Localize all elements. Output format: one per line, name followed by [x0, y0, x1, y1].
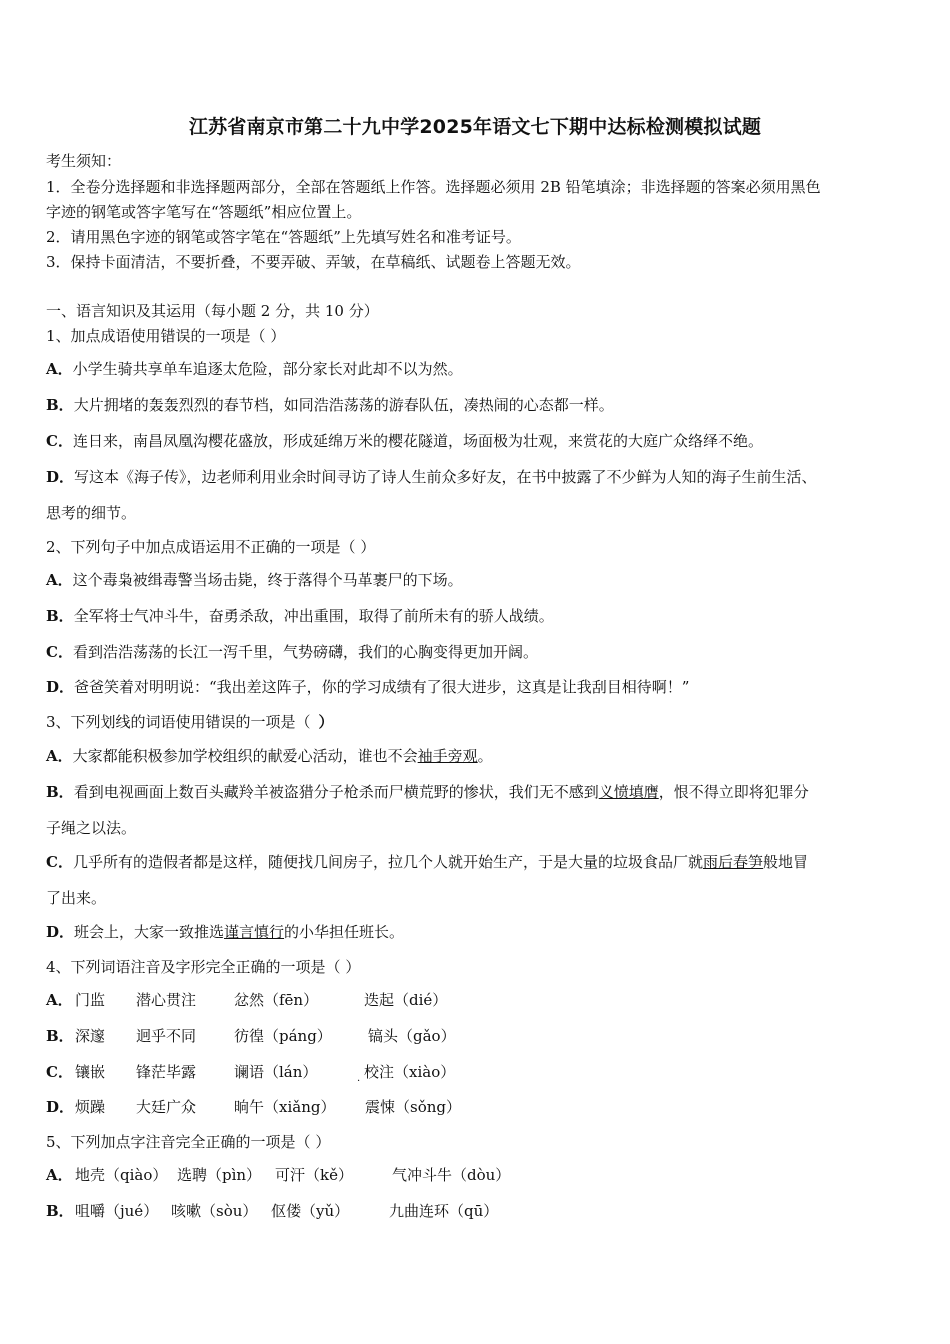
term: 震悚（sǒng） — [365, 1098, 461, 1116]
option-label: A． — [46, 991, 73, 1009]
question-3-option-a — [46, 746, 908, 766]
question-1-option-b — [46, 395, 908, 415]
term: 镐头（gǎo） — [368, 1027, 456, 1045]
question-1-option-c — [46, 431, 908, 451]
option-label: A． — [46, 360, 73, 378]
term: 锋茫毕露 — [136, 1063, 197, 1081]
term: 迭起（dié） — [364, 991, 448, 1009]
question-4-option-d — [46, 1097, 908, 1117]
option-label: B． — [46, 607, 74, 625]
option-label: B． — [46, 783, 74, 801]
option-text: 爸爸笑着对明明说：“我出差这阵子，你的学习成绩有了很大进步，这真是让我刮目相待啊！” — [74, 678, 690, 696]
notice-heading: 考生须知： — [46, 152, 122, 170]
stem-close: ） — [318, 713, 334, 731]
question-3-option-c — [46, 852, 908, 872]
question-2-option-d — [46, 677, 908, 697]
term: 地壳（qiào） — [75, 1166, 168, 1184]
question-1-option-d — [46, 467, 908, 487]
option-label: B． — [46, 1202, 74, 1220]
notice-item-1-line-2: 字迹的钢笔或答字笔写在“答题纸”相应位置上。 — [46, 203, 362, 221]
option-text: 全军将士气冲斗牛，奋勇杀敌，冲出重围，取得了前所未有的骄人战绩。 — [73, 607, 554, 625]
option-label: B． — [46, 1027, 74, 1045]
option-text: 大家都能积极参加学校组织的献爱心活动，谁也不会 — [72, 747, 418, 765]
option-label: C． — [46, 1063, 73, 1081]
question-4-option-a — [46, 990, 908, 1010]
term: 选聘（pìn） — [177, 1166, 262, 1184]
term: 可汗（kě） — [275, 1166, 353, 1184]
option-text: 小学生骑共享单车追逐太危险，部分家长对此却不以为然。 — [72, 360, 463, 378]
question-5-option-b — [46, 1201, 908, 1221]
option-label: D． — [46, 678, 75, 696]
question-3-option-c-line-2: 了出来。 — [46, 889, 107, 907]
term: 深邃 — [75, 1027, 106, 1045]
underlined-term: 袖手旁观 — [417, 747, 478, 765]
question-2-stem: 2、下列句子中加点成语运用不正确的一项是（ ） — [46, 538, 376, 556]
option-text: 这个毒枭被缉毒警当场击毙，终于落得个马革裹尸的下场。 — [72, 571, 463, 589]
section-heading: 一、语言知识及其运用（每小题 2 分，共 10 分） — [46, 302, 379, 320]
option-text: 大片拥堵的轰轰烈烈的春节档，如同浩浩荡荡的游春队伍，凑热闹的心态都一样。 — [73, 396, 614, 414]
question-3-option-b — [46, 782, 908, 802]
stray-dot-mark: · — [357, 1076, 361, 1087]
term: 大廷广众 — [136, 1098, 197, 1116]
term: 校注（xiào） — [364, 1063, 456, 1081]
term: 晌午（xiǎng） — [234, 1098, 336, 1116]
question-4-option-b — [46, 1026, 908, 1046]
term: 九曲连环（qū） — [389, 1202, 499, 1220]
term: 谰语（lán） — [234, 1063, 318, 1081]
question-1-option-d-line-2: 思考的细节。 — [46, 504, 137, 522]
notice-item-2: 2．请用黑色字迹的钢笔或答字笔在“答题纸”上先填写姓名和准考证号。 — [46, 228, 521, 246]
underlined-term: 谨言慎行 — [224, 923, 285, 941]
page-title: 江苏省南京市第二十九中学2025年语文七下期中达标检测模拟试题 — [188, 116, 762, 138]
question-5-stem: 5、下列加点字注音完全正确的一项是（ ） — [46, 1133, 331, 1151]
option-label: D． — [46, 468, 75, 486]
underlined-term: 雨后春笋 — [702, 853, 763, 871]
option-text: 看到电视画面上数百头藏羚羊被盗猎分子枪杀而尸横荒野的惨状，我们无不感到 — [73, 783, 599, 801]
term: 咳嗽（sòu） — [171, 1202, 258, 1220]
question-2-option-c — [46, 642, 908, 662]
term: 伛偻（yǔ） — [271, 1202, 350, 1220]
question-3-option-d — [46, 922, 908, 942]
question-3-stem — [46, 712, 908, 732]
question-1-stem: 1、加点成语使用错误的一项是（ ） — [46, 327, 286, 345]
term: 潜心贯注 — [136, 991, 197, 1009]
option-label: C． — [46, 853, 73, 871]
term: 彷徨（páng） — [234, 1027, 332, 1045]
stem-text: 3、下列划线的词语使用错误的一项是（ — [46, 713, 311, 731]
question-2-option-a — [46, 570, 908, 590]
term: 镶嵌 — [75, 1063, 106, 1081]
option-text: 看到浩浩荡荡的长江一泻千里，气势磅礴，我们的心胸变得更加开阔。 — [72, 643, 538, 661]
option-text-end: 的小华担任班长。 — [284, 923, 405, 941]
option-text: 班会上，大家一致推选 — [74, 923, 225, 941]
option-label: C． — [46, 432, 73, 450]
option-label: C． — [46, 643, 73, 661]
term: 烦躁 — [75, 1098, 106, 1116]
term: 迥乎不同 — [136, 1027, 197, 1045]
underlined-term: 义愤填膺 — [598, 783, 659, 801]
question-3-option-b-line-2: 子绳之以法。 — [46, 819, 137, 837]
question-4-stem: 4、下列词语注音及字形完全正确的一项是（ ） — [46, 958, 361, 976]
question-1-option-a — [46, 359, 908, 379]
option-label: A． — [46, 571, 73, 589]
notice-item-1-line-1: 1．全卷分选择题和非选择题两部分，全部在答题纸上作答。选择题必须用 2B 铅笔填涂；非选择题的答案必须用黑色 — [46, 178, 821, 196]
option-label: D． — [46, 1098, 75, 1116]
option-text: 连日来，南昌凤凰沟樱花盛放，形成延绵万米的樱花隧道，场面极为壮观，来赏花的大庭广众络绎不绝。 — [72, 432, 763, 450]
option-text-end: 。 — [477, 747, 493, 765]
term: 门监 — [75, 991, 106, 1009]
option-label: D． — [46, 923, 75, 941]
term: 忿然（fēn） — [234, 991, 319, 1009]
term: 咀嚼（jué） — [75, 1202, 159, 1220]
question-5-option-a — [46, 1165, 908, 1185]
option-text-end: ，恨不得立即将犯罪分 — [658, 783, 809, 801]
option-text: 写这本《海子传》，边老师利用业余时间寻访了诗人生前众多好友，在书中披露了不少鲜为人知的海子生前生活、 — [74, 468, 817, 486]
question-4-option-c — [46, 1062, 908, 1082]
option-label: B． — [46, 396, 74, 414]
option-label: A． — [46, 747, 73, 765]
option-text-end: 般地冒 — [762, 853, 808, 871]
option-label: A． — [46, 1166, 73, 1184]
question-2-option-b — [46, 606, 908, 626]
notice-item-3: 3．保持卡面清洁，不要折叠，不要弄破、弄皱，在草稿纸、试题卷上答题无效。 — [46, 253, 581, 271]
term: 气冲斗牛（dòu） — [392, 1166, 511, 1184]
option-text: 几乎所有的造假者都是这样，随便找几间房子，拉几个人就开始生产，于是大量的垃圾食品厂就 — [72, 853, 703, 871]
